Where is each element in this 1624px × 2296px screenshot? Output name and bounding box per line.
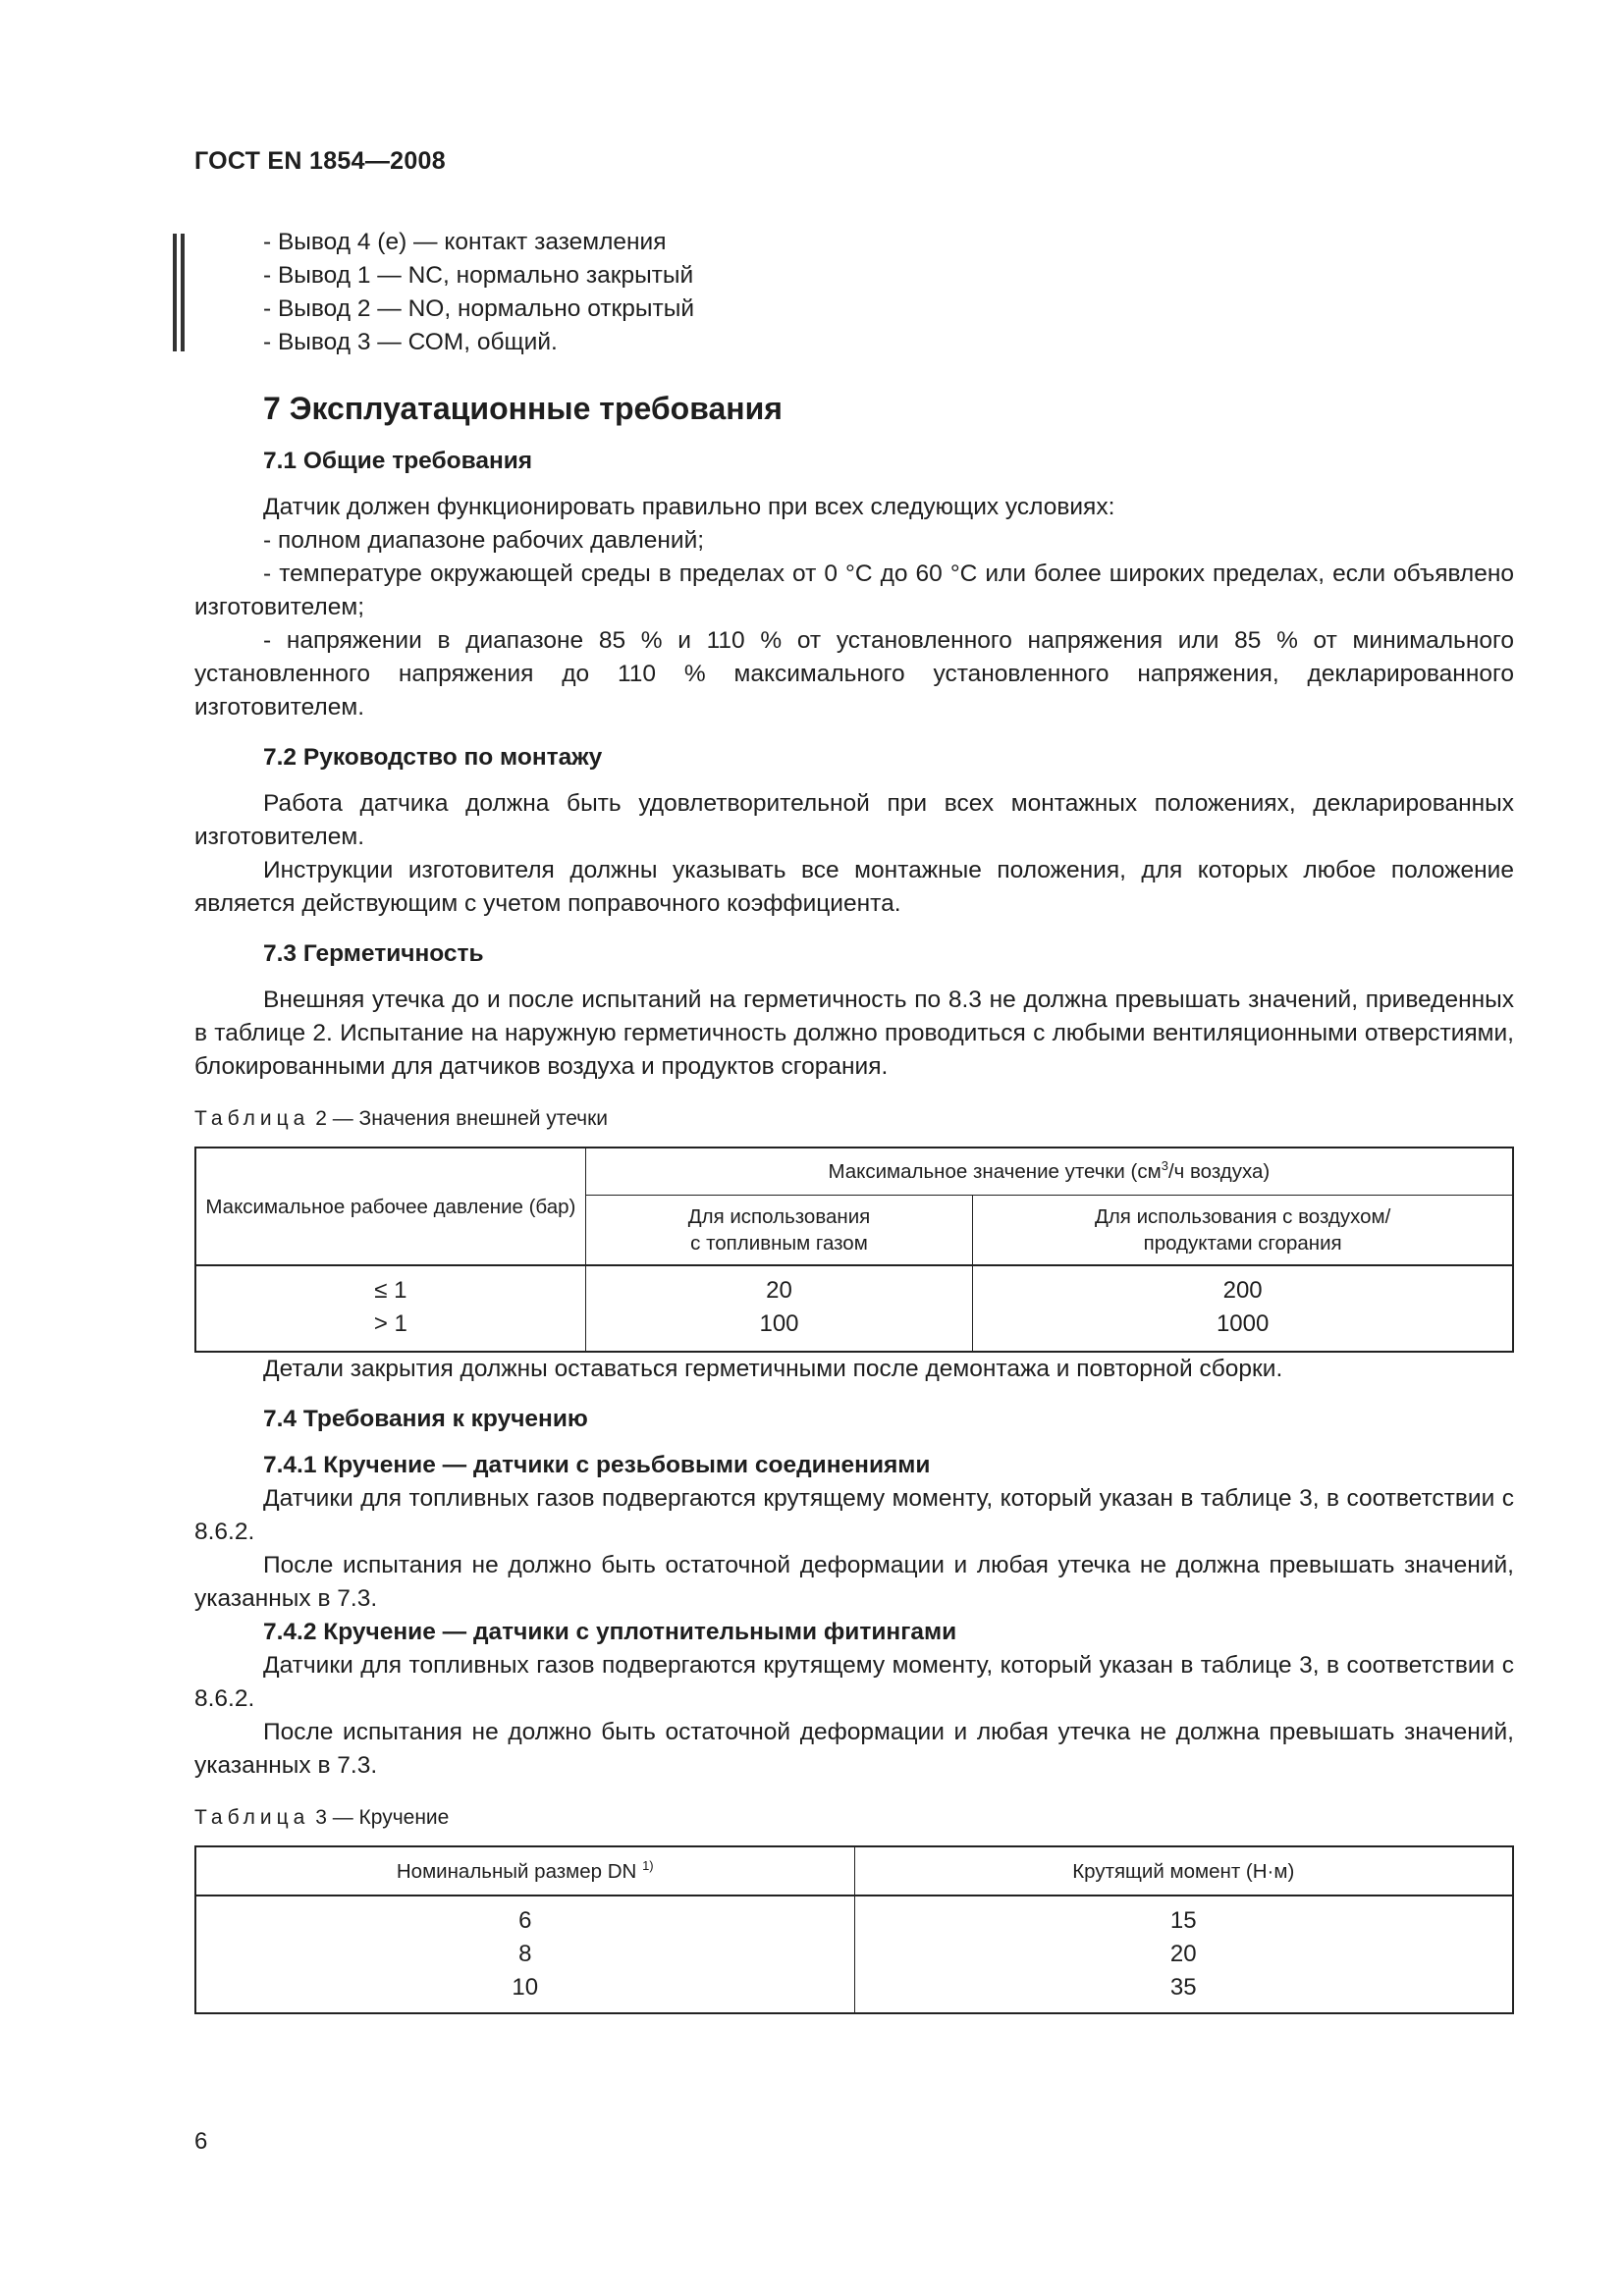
table-row	[195, 1938, 1513, 1971]
table-row	[195, 1971, 1513, 2013]
table-3-caption	[194, 1804, 1514, 1832]
table-3-header-torque: Крутящий момент (Н·м)	[854, 1846, 1513, 1896]
table-2-header-fuel-gas-line: Для использования	[687, 1204, 871, 1228]
table-2-cell-pressure: > 1	[195, 1308, 585, 1352]
table-3-caption-word: Таблица	[194, 1806, 310, 1829]
table-2-header-leakage-post: /ч воздуха)	[1167, 1159, 1271, 1183]
table-2-header-air-products	[973, 1195, 1513, 1265]
section-7-3-paragraph: Внешняя утечка до и после испытаний на герметичность по 8.3 не должна превышать значений, приведенных в таблице 2. Испытание на наружную герметичность должно проводиться с любыми вентиляционными отверстиями, блокированными для датчиков воздуха и продуктов сгорания.	[194, 987, 1514, 1080]
table-3-cell-dn: 10	[195, 1971, 854, 2013]
list-item: - Вывод 4 (е) — контакт заземления	[263, 229, 667, 255]
section-7-4-2-heading: 7.4.2 Кручение — датчики с уплотнительными фитингами	[263, 1619, 957, 1645]
table-2-caption-text: 2 — Значения внешней утечки	[315, 1107, 609, 1130]
list-item: - Вывод 2 — NO, нормально открытый	[263, 295, 695, 322]
page-number: 6	[194, 2128, 208, 2155]
section-7-4-1-paragraph: После испытания не должно быть остаточной деформации и любая утечка не должна превышать значений, указанных в 7.3.	[194, 1552, 1514, 1612]
table-2-header-air-products-line: продуктами сгорания	[1143, 1231, 1342, 1255]
table-3-cell-dn: 6	[195, 1896, 854, 1938]
document-body	[194, 226, 1514, 2014]
section-7-1-item: - напряжении в диапазоне 85 % и 110 % от установленного напряжения или 85 % от минимального установленного напряжения до 110 % максимального установленного напряжения, декларированного изготовителем.	[194, 627, 1514, 721]
section-7-1-item: - температуре окружающей среды в пределах от 0 °С до 60 °С или более широких пределах, если объявлено изготовителем;	[194, 561, 1514, 620]
section-7-1-item: - полном диапазоне рабочих давлений;	[263, 527, 705, 554]
section-7-3-heading: 7.3 Герметичность	[263, 940, 484, 967]
table-row	[195, 1265, 1513, 1308]
section-7-2-heading: 7.2 Руководство по монтажу	[263, 744, 603, 771]
table-2	[194, 1147, 1514, 1353]
section-7-4-1-heading: 7.4.1 Кручение — датчики с резьбовыми соединениями	[263, 1452, 931, 1478]
section-7-4-1-paragraph: Датчики для топливных газов подвергаются крутящему моменту, который указан в таблице 3, в соответствии с 8.6.2.	[194, 1485, 1514, 1545]
section-7-1-heading: 7.1 Общие требования	[263, 448, 533, 474]
section-7-4-2-paragraph: После испытания не должно быть остаточной деформации и любая утечка не должна превышать значений, указанных в 7.3.	[194, 1719, 1514, 1779]
table-row	[195, 1308, 1513, 1352]
table-2-header-leakage	[585, 1148, 1513, 1195]
section-7-1-intro: Датчик должен функционировать правильно при всех следующих условиях:	[263, 494, 1115, 520]
section-7-2-paragraph: Инструкции изготовителя должны указывать все монтажные положения, для которых любое положение является действующим с учетом поправочного коэффициента.	[194, 857, 1514, 917]
table-2-cell-fuel-gas: 100	[585, 1308, 973, 1352]
table-3-header-dn-text: Номинальный размер DN	[396, 1859, 637, 1883]
table-2-header-leakage-pre: Максимальное значение утечки (см	[828, 1159, 1162, 1183]
table-2-header-air-products-line: Для использования с воздухом/	[1094, 1204, 1391, 1228]
table-3	[194, 1845, 1514, 2014]
table-row	[195, 1896, 1513, 1938]
section-7-3-note: Детали закрытия должны оставаться герметичными после демонтажа и повторной сборки.	[263, 1356, 1283, 1382]
list-item: - Вывод 3 — СОМ, общий.	[263, 329, 558, 355]
table-3-caption-text: 3 — Кручение	[315, 1806, 450, 1829]
table-2-cell-fuel-gas: 20	[585, 1265, 973, 1308]
section-7-2-paragraph: Работа датчика должна быть удовлетворительной при всех монтажных положениях, декларированных изготовителем.	[194, 790, 1514, 850]
list-item: - Вывод 1 — NC, нормально закрытый	[263, 262, 694, 289]
table-3-header-dn	[195, 1846, 854, 1896]
table-2-header-fuel-gas-line: с топливным газом	[690, 1231, 868, 1255]
table-2-header-fuel-gas	[585, 1195, 973, 1265]
table-2-cell-air-products: 200	[973, 1265, 1513, 1308]
section-7-4-heading: 7.4 Требования к кручению	[263, 1406, 588, 1432]
change-bar	[173, 234, 177, 351]
table-3-cell-dn: 8	[195, 1938, 854, 1971]
section-7-4-2-paragraph: Датчики для топливных газов подвергаются крутящему моменту, который указан в таблице 3, в соответствии с 8.6.2.	[194, 1652, 1514, 1712]
change-bar	[181, 234, 185, 351]
table-2-caption-word: Таблица	[194, 1107, 310, 1130]
table-3-cell-torque: 20	[854, 1938, 1513, 1971]
table-3-cell-torque: 15	[854, 1896, 1513, 1938]
table-2-cell-air-products: 1000	[973, 1308, 1513, 1352]
table-2-cell-pressure: ≤ 1	[195, 1265, 585, 1308]
table-3-cell-torque: 35	[854, 1971, 1513, 2013]
table-3-header-dn-sup: 1)	[642, 1857, 654, 1873]
table-2-caption	[194, 1105, 1514, 1133]
section-7-heading: 7 Эксплуатационные требования	[263, 391, 783, 426]
table-2-header-pressure: Максимальное рабочее давление (бар)	[195, 1148, 585, 1265]
table-2-header-leakage-sup: 3	[1161, 1157, 1168, 1173]
document-header: ГОСТ EN 1854—2008	[194, 147, 446, 175]
